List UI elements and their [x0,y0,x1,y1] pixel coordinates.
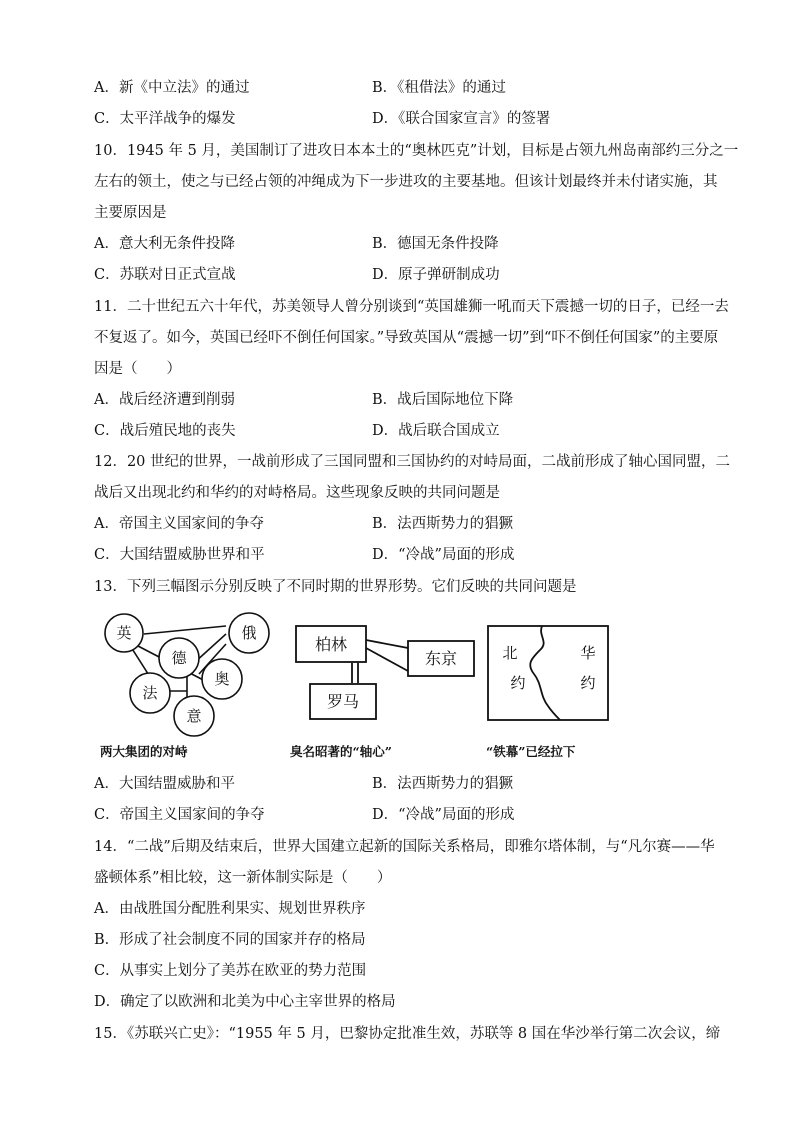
caption-two-blocs: 两大集团的对峙 [100,744,188,759]
q11-option-a: A．战后经济遭到削弱 [94,392,235,408]
q10-option-a: A．意大利无条件投降 [94,236,235,252]
box-label-rome: 罗马 [326,692,360,711]
q14-option-d: D．确定了以欧洲和北美为中心主宰世界的格局 [94,994,396,1010]
node-label-britain: 英 [116,624,132,642]
node-label-russia: 俄 [241,624,257,642]
q13-option-a: A．大国结盟威胁和平 [94,776,235,792]
q14-stem-line: 14．“二战”后期及结束后，世界大国建立起新的国际关系格局，即雅尔塔体制，与“凡尔赛——华 [94,839,715,855]
label-nato-yue: 约 [510,674,526,692]
node-label-italy: 意 [186,707,202,725]
caption-axis: 臭名昭著的“轴心” [290,744,392,759]
q9-option-a: A．新《中立法》的通过 [94,80,250,96]
node-label-austria: 奥 [214,670,230,688]
q11-stem-line: 11．二十世纪五六十年代，苏美领导人曾分别谈到“英国雄狮一吼而天下震撼一切的日子，已经一去 [94,299,729,315]
q10-stem-line: 左右的领土，使之与已经占领的冲绳成为下一步进攻的主要基地。但该计划最终并未付诸实施，其 [94,174,718,190]
q12-option-b: B．法西斯势力的猖獗 [372,516,514,532]
q10-stem-line: 主要原因是 [94,205,167,221]
q11-option-c: C．战后殖民地的丧失 [94,423,236,439]
q13-option-c: C．帝国主义国家间的争夺 [94,807,265,823]
q12-option-d: D．“冷战”局面的形成 [372,547,515,563]
q13-option-b: B．法西斯势力的猖獗 [372,776,514,792]
q11-stem-line: 因是（ ） [94,361,181,377]
q9-option-b: B．《租借法》的通过 [372,80,506,96]
q10-option-d: D．原子弹研制成功 [372,267,500,283]
q11-option-d: D．战后联合国成立 [372,423,500,439]
q14-option-c: C．从事实上划分了美苏在欧亚的势力范围 [94,963,367,979]
iron-curtain-diagram [488,626,608,720]
label-warsaw-yue: 约 [580,674,596,692]
q10-stem-line: 10．1945 年 5 月，美国制订了进攻日本本土的“奥林匹克”计划，目标是占领九州岛南部约三分之一 [94,143,739,159]
q14-option-b: B．形成了社会制度不同的国家并存的格局 [94,932,366,948]
q12-stem-line: 12．20 世纪的世界，一战前形成了三国同盟和三国协约的对峙局面，二战前形成了轴心国同盟，二 [94,454,731,470]
q12-option-a: A．帝国主义国家间的争夺 [94,516,264,532]
q13-stem-line: 13．下列三幅图示分别反映了不同时期的世界形势。它们反映的共同问题是 [94,579,577,595]
box-label-tokyo: 东京 [424,649,458,668]
q11-stem-line: 不复返了。如今，英国已经吓不倒任何国家。”导致英国从“震撼一切”到“吓不倒任何国家”的主要原 [94,330,719,346]
q9-option-c: C．太平洋战争的爆发 [94,111,236,127]
q12-option-c: C．大国结盟威胁世界和平 [94,547,265,563]
label-warsaw-hua: 华 [580,644,596,662]
box-label-berlin: 柏林 [314,635,348,654]
node-label-france: 法 [142,684,158,702]
q12-stem-line: 战后又出现北约和华约的对峙格局。这些现象反映的共同问题是 [94,485,500,501]
node-label-germany: 德 [171,649,187,667]
q14-option-a: A．由战胜国分配胜利果实、规划世界秩序 [94,901,366,917]
q10-option-b: B．德国无条件投降 [372,236,499,252]
q9-option-d: D．《联合国家宣言》的签署 [372,111,551,127]
q11-option-b: B．战后国际地位下降 [372,392,514,408]
q14-stem-line: 盛顿体系”相比较，这一新体制实际是（ ） [94,870,392,886]
q13-option-d: D．“冷战”局面的形成 [372,807,515,823]
q10-option-c: C．苏联对日正式宣战 [94,267,236,283]
label-nato-north: 北 [502,644,518,662]
caption-iron-curtain: “铁幕”已经拉下 [486,744,576,759]
q15-stem-line: 15．《苏联兴亡史》：“1955 年 5 月，巴黎协定批准生效，苏联等 8 国在华沙举行第二次会议，缔 [94,1026,721,1042]
